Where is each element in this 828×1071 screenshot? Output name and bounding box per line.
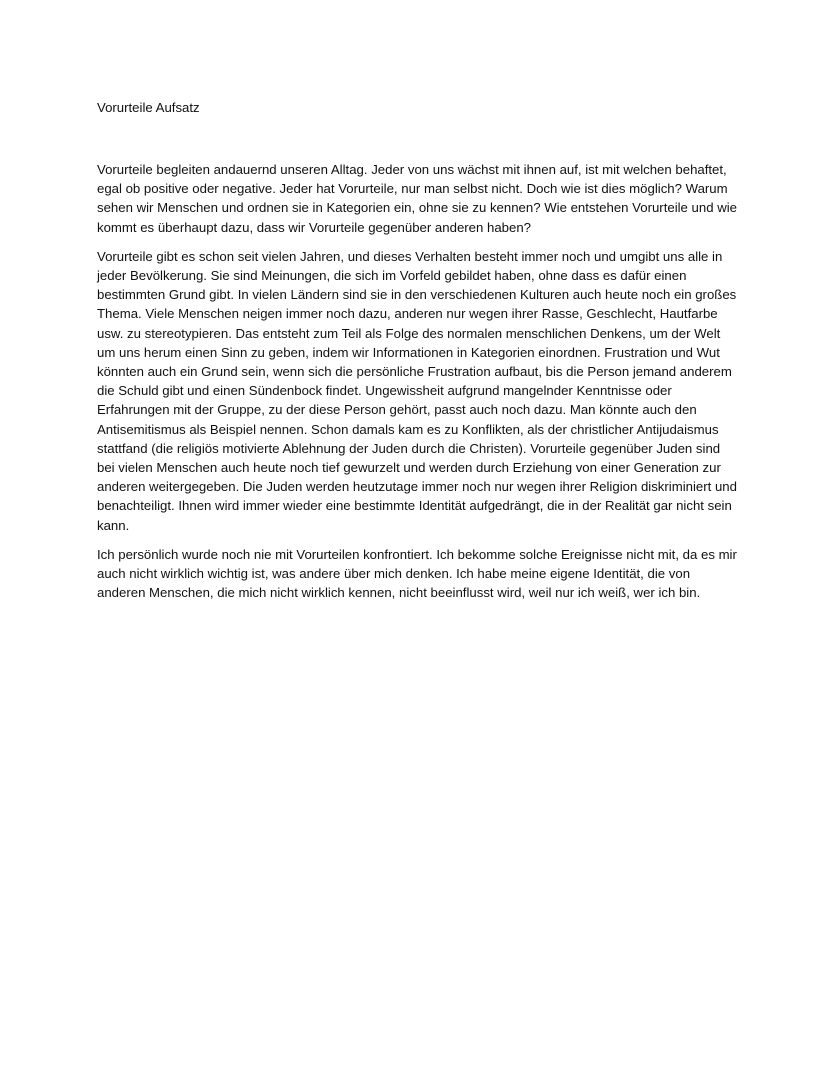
paragraph-main: Vorurteile gibt es schon seit vielen Jahren, und dieses Verhalten besteht immer noch und umgibt uns alle in jeder Bevölkerung. Sie sind Meinungen, die sich im Vorfeld gebildet haben, ohne dass es dafür einen bestimmten Grund gibt. In vielen Ländern sind sie in den verschiedenen Kulturen auch heute noch ein großes Thema. Viele Menschen neigen immer noch dazu, anderen nur wegen ihrer Rasse, Geschlecht, Hautfarbe usw. zu stereotypieren. Das entsteht zum Teil als Folge des normalen menschlichen Denkens, um der Welt um uns herum einen Sinn zu geben, indem wir Informationen in Kategorien einordnen. Frustration und Wut könnten auch ein Grund sein, wenn sich die persönliche Frustration aufbaut, bis die Person jemand anderem die Schuld gibt und einen Sündenbock findet. Ungewissheit aufgrund mangelnder Kenntnisse oder Erfahrungen mit der Gruppe, zu der diese Person gehört, passt auch noch dazu. Man könnte auch den Antisemitismus als Beispiel nennen. Schon damals kam es zu Konflikten, als der christlicher Antijudaismus stattfand (die religiös motivierte Ablehnung der Juden durch die Christen). Vorurteile gegenüber Juden sind bei vielen Menschen auch heute noch tief gewurzelt und werden durch Erziehung von einer Generation zur anderen weitergegeben. Die Juden werden heutzutage immer noch nur wegen ihrer Religion diskriminiert und benachteiligt. Ihnen wird immer wieder eine bestimmte Identität aufgedrängt, die in der Realität gar nicht sein kann. <box>97 248 737 533</box>
document-body <box>97 160 739 612</box>
paragraph-personal: Ich persönlich wurde noch nie mit Vorurteilen konfrontiert. Ich bekomme solche Ereignisse nicht mit, da es mir auch nicht wirklich wichtig ist, was andere über mich denken. Ich habe meine eigene Identität, die von anderen Menschen, die mich nicht wirklich kennen, nicht beeinflusst wird, weil nur ich weiß, wer ich bin. <box>97 546 737 601</box>
paragraph-intro: Vorurteile begleiten andauernd unseren Alltag. Jeder von uns wächst mit ihnen auf, ist mit welchen behaftet, egal ob positive oder negative. Jeder hat Vorurteile, nur man selbst nicht. Doch wie ist dies möglich? Warum sehen wir Menschen und ordnen sie in Kategorien ein, ohne sie zu kennen? Wie entstehen Vorurteile und wie kommt es überhaupt dazu, dass wir Vorurteile gegenüber anderen haben? <box>97 162 738 235</box>
document-title: Vorurteile Aufsatz <box>97 100 200 115</box>
